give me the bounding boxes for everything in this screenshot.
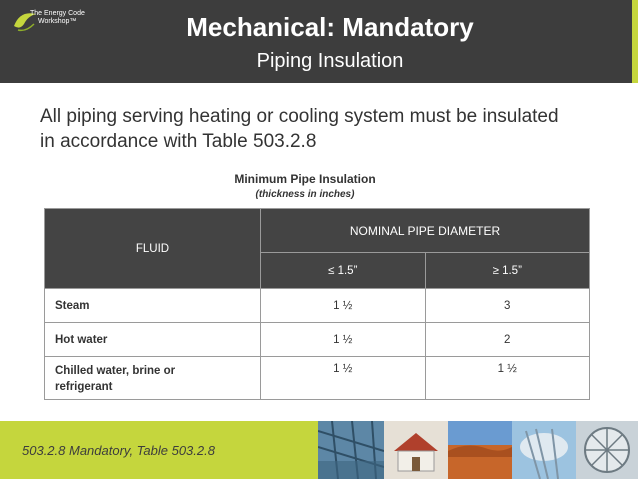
table-caption: Minimum Pipe Insulation	[234, 172, 376, 186]
fan-photo-icon	[576, 421, 638, 479]
fluid-cell	[45, 357, 261, 400]
intro-text	[40, 104, 630, 154]
table-row	[45, 323, 590, 357]
value-cell: 1 ½	[425, 357, 590, 400]
logo-text-line2: Workshop™	[38, 18, 77, 25]
fluid-cell-line2: refrigerant	[55, 381, 113, 393]
intro-line-2: in accordance with Table 503.2.8	[40, 131, 317, 152]
value-cell: 1 ½	[261, 289, 426, 323]
slide-title: Mechanical: Mandatory	[186, 12, 474, 42]
fluid-cell: Hot water	[45, 323, 261, 357]
photo-strip	[318, 421, 638, 479]
fluid-cell: Steam	[45, 289, 261, 323]
table-caption-sub: (thickness in inches)	[255, 189, 355, 200]
footer-reference: 503.2.8 Mandatory, Table 503.2.8	[22, 443, 215, 458]
diameter-le-header: ≤ 1.5”	[261, 253, 426, 289]
value-cell: 3	[425, 289, 590, 323]
fluid-cell-line1: Chilled water, brine or	[55, 365, 176, 377]
nominal-diameter-header: NOMINAL PIPE DIAMETER	[261, 209, 590, 253]
intro-line-1: All piping serving heating or cooling system must be insulated	[40, 106, 559, 127]
building-glass-photo-icon	[318, 421, 384, 479]
logo-text-line1: The Energy Code	[30, 10, 85, 17]
value-cell: 1 ½	[261, 357, 426, 400]
diameter-ge-header: ≥ 1.5”	[425, 253, 590, 289]
water-tower-photo-icon	[512, 421, 576, 479]
value-cell: 1 ½	[261, 323, 426, 357]
table-row	[45, 357, 590, 400]
logo-text	[30, 10, 85, 26]
slide-subtitle: Piping Insulation	[256, 50, 404, 72]
header-bar	[0, 0, 638, 83]
accent-strip	[632, 0, 638, 83]
table-row	[45, 289, 590, 323]
house-photo-icon	[384, 421, 448, 479]
pipe-insulation-table	[44, 208, 590, 400]
desert-landscape-photo-icon	[448, 421, 512, 479]
value-cell: 2	[425, 323, 590, 357]
fluid-header: FLUID	[45, 209, 261, 289]
